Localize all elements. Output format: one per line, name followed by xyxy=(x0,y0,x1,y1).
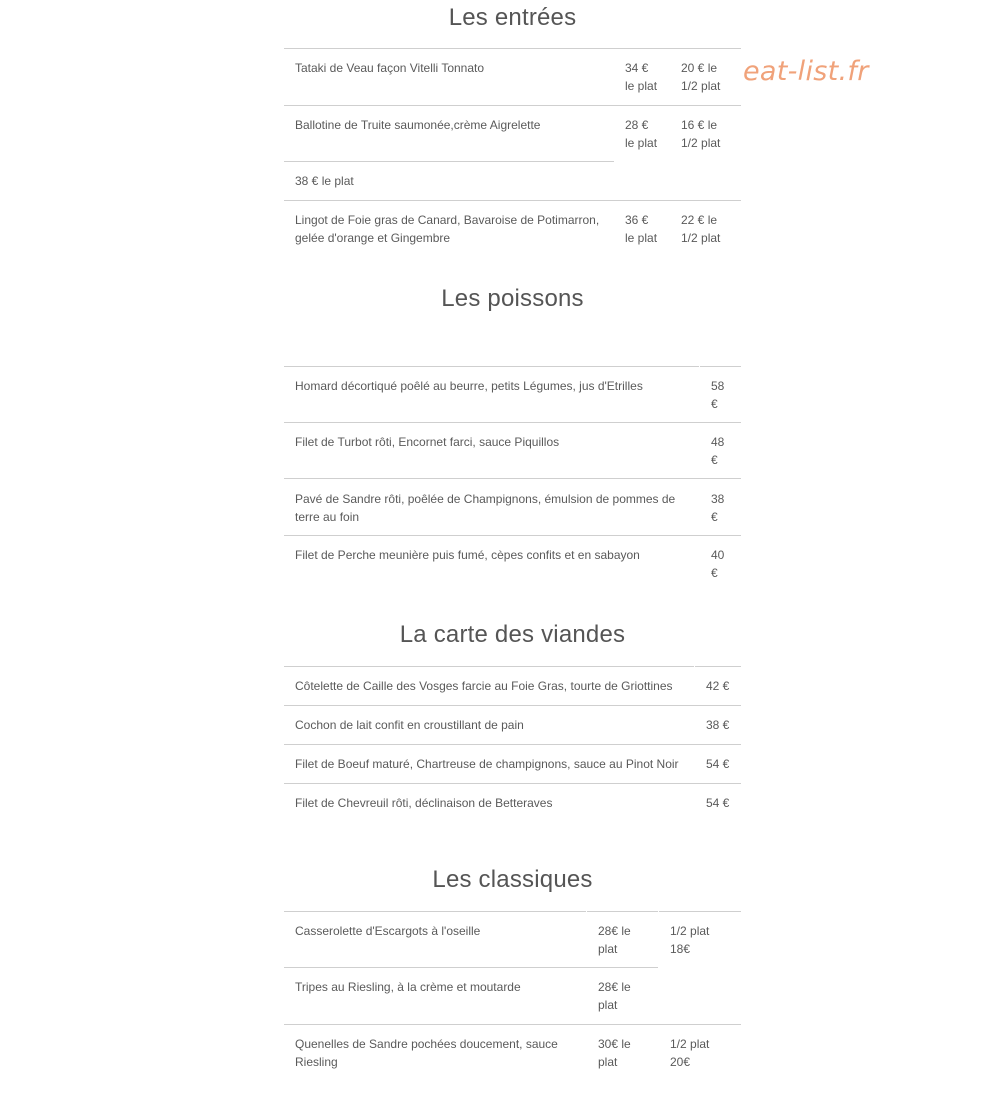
table-line xyxy=(284,967,658,968)
table-line xyxy=(284,105,741,106)
dish-name: Quenelles de Sandre pochées doucement, sauce Riesling xyxy=(295,1037,558,1069)
table-line xyxy=(700,366,741,367)
section-title-viandes: La carte des viandes xyxy=(399,621,626,648)
table-line xyxy=(284,161,614,162)
dish-price: 42 € xyxy=(706,679,730,693)
dish-name: Filet de Chevreuil rôti, déclinaison de Betteraves xyxy=(295,796,553,810)
dish-name: Ballotine de Truite saumonée,crème Aigrelette xyxy=(295,118,541,132)
table-line xyxy=(284,744,741,745)
table-line xyxy=(284,705,741,706)
dish-half-price: 22 € le 1/2 plat xyxy=(681,213,721,245)
table-line xyxy=(695,666,741,667)
dish-price: 40 € xyxy=(711,548,725,580)
dish-name: Pavé de Sandre rôti, poêlée de Champignons, émulsion de pommes de terre au foin xyxy=(295,492,676,524)
dish-price: 28€ le plat xyxy=(598,980,631,1012)
dish-price: 58 € xyxy=(711,379,725,411)
table-line xyxy=(284,783,741,784)
dish-price: 28 € le plat xyxy=(625,118,658,150)
table-line xyxy=(670,48,741,49)
dish-half-price: 1/2 plat 18€ xyxy=(670,924,710,956)
table-line xyxy=(284,666,694,667)
dish-price: 30€ le plat xyxy=(598,1037,631,1069)
dish-half-price: 16 € le 1/2 plat xyxy=(681,118,721,150)
dish-half-price: 1/2 plat 20€ xyxy=(670,1037,710,1069)
dish-price: 34 € le plat xyxy=(625,61,658,93)
table-line xyxy=(587,911,658,912)
dish-half-price: 20 € le 1/2 plat xyxy=(681,61,721,93)
dish-name: Lingot de Foie gras de Canard, Bavaroise de Potimarron, gelée d'orange et Gingembre xyxy=(295,213,600,245)
table-line xyxy=(284,422,741,423)
dish-name: Tataki de Veau façon Vitelli Tonnato xyxy=(295,61,485,75)
table-line xyxy=(659,911,741,912)
dish-name: Filet de Turbot rôti, Encornet farci, sauce Piquillos xyxy=(295,435,560,449)
table-line xyxy=(284,366,699,367)
section-title-entrees: Les entrées xyxy=(448,4,577,31)
dish-name: Côtelette de Caille des Vosges farcie au Foie Gras, tourte de Griottines xyxy=(295,679,673,693)
dish-name: Tripes au Riesling, à la crème et moutarde xyxy=(295,980,521,994)
dish-price: 28€ le plat xyxy=(598,924,631,956)
dish-price: 38 € xyxy=(706,718,730,732)
dish-name: Homard décortiqué poêlé au beurre, petits Légumes, jus d'Etrilles xyxy=(295,379,643,393)
dish-name: Filet de Perche meunière puis fumé, cèpes confits et en sabayon xyxy=(295,548,640,562)
dish-name: 38 € le plat xyxy=(295,174,354,188)
dish-price: 38 € xyxy=(711,492,725,524)
dish-price: 48 € xyxy=(711,435,725,467)
dish-name: Cochon de lait confit en croustillant de pain xyxy=(295,718,524,732)
table-line xyxy=(284,478,741,479)
section-title-classiques: Les classiques xyxy=(432,866,593,893)
table-line xyxy=(284,200,741,201)
table-line xyxy=(284,535,741,536)
dish-price: 54 € xyxy=(706,757,730,771)
dish-price: 36 € le plat xyxy=(625,213,658,245)
table-line xyxy=(284,1024,741,1025)
dish-name: Casserolette d'Escargots à l'oseille xyxy=(295,924,481,938)
dish-name: Filet de Boeuf maturé, Chartreuse de champignons, sauce au Pinot Noir xyxy=(295,757,679,771)
table-line xyxy=(614,48,670,49)
table-line xyxy=(284,48,614,49)
watermark-text: eat-list.fr xyxy=(743,56,869,87)
section-title-poissons: Les poissons xyxy=(441,285,584,312)
table-line xyxy=(284,911,586,912)
dish-price: 54 € xyxy=(706,796,730,810)
